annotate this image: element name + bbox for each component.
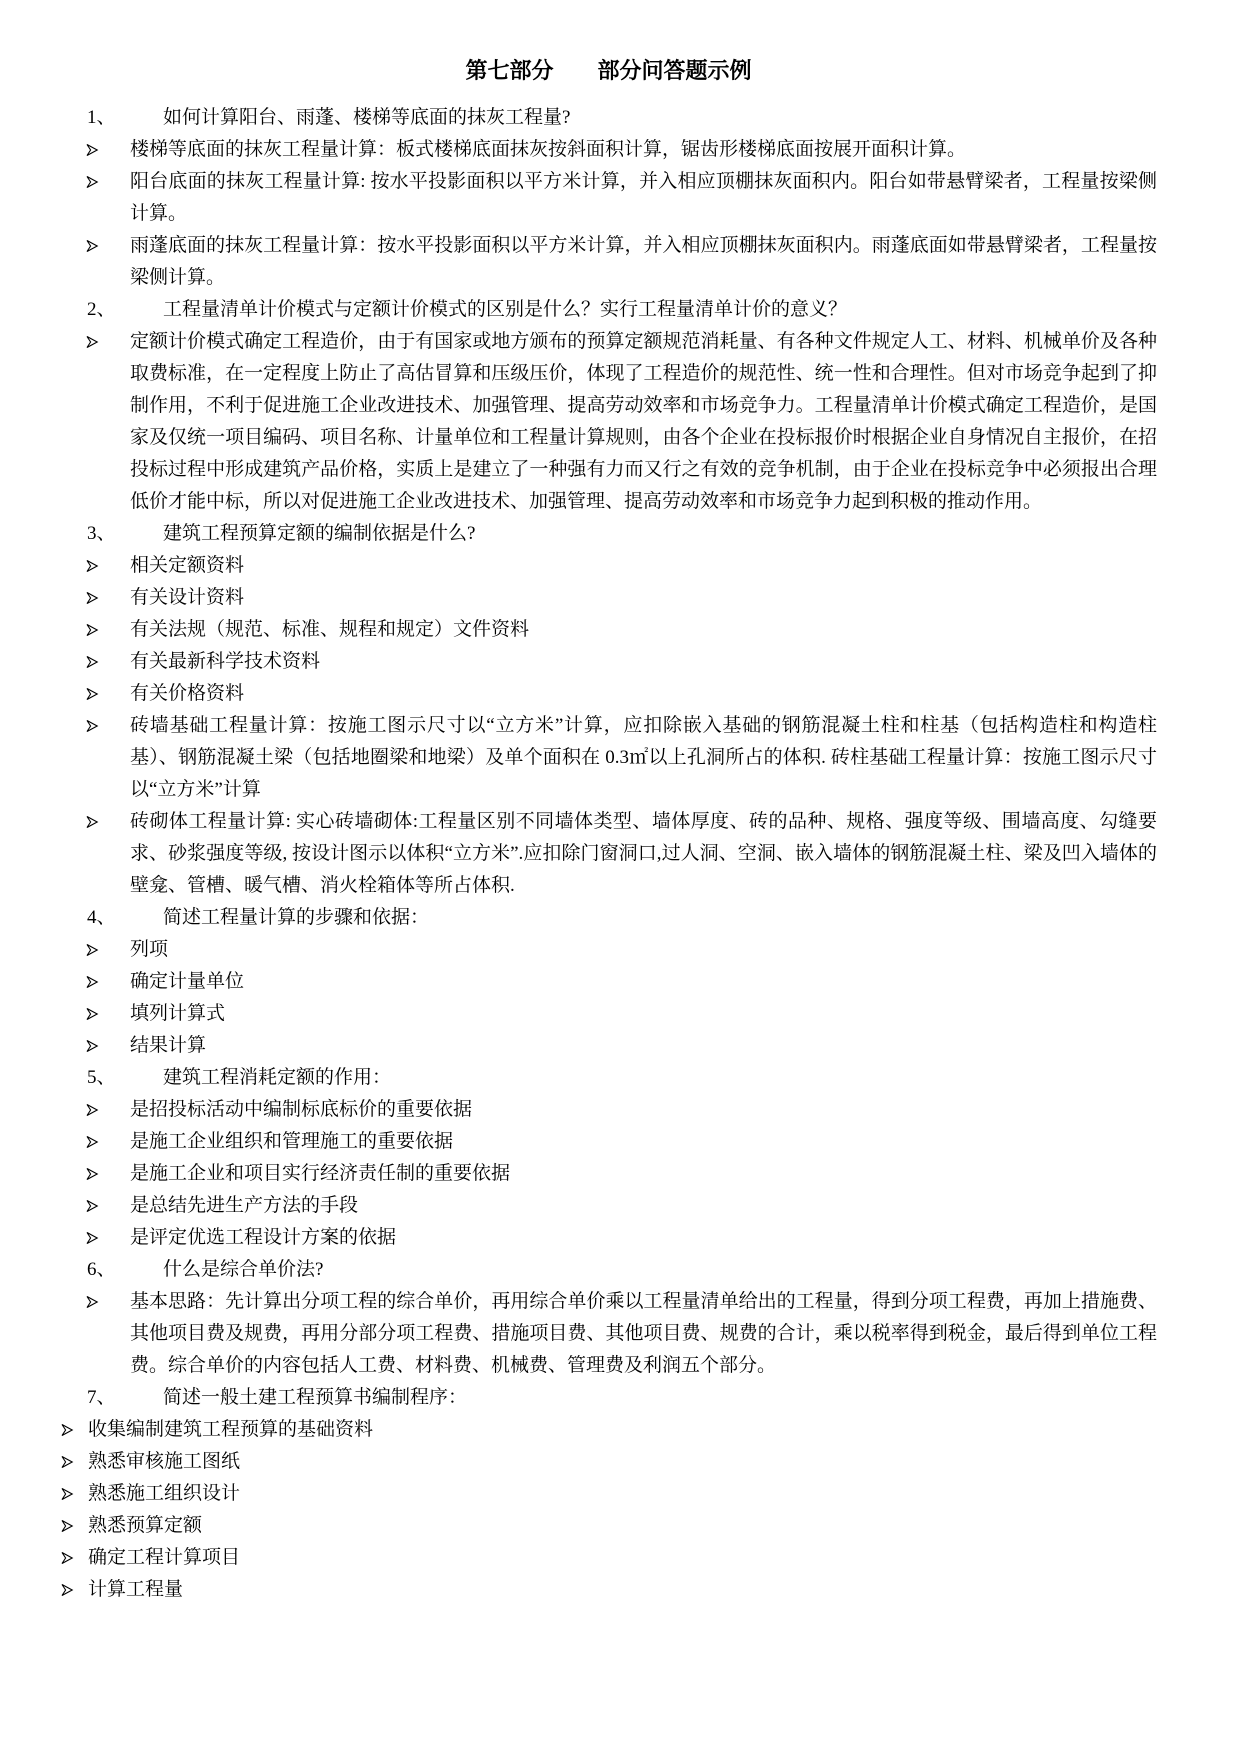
question-item — [60, 1382, 1157, 1414]
bullet-text: 砖砌体工程量计算: 实心砖墙砌体:工程量区别不同墙体类型、墙体厚度、砖的品种、规格、强度等级、围墙高度、勾缝要求、砂浆强度等级, 按设计图示以体积“立方米”.应扣除门窗洞口,过人洞、空洞、嵌入墙体的钢筋混凝土柱、梁及凹入墙体的壁龛、管槽、暖气槽、消火栓箱体等所占体积. — [130, 811, 1157, 896]
question-text: 简述一般土建工程预算书编制程序： — [163, 1387, 468, 1408]
bullet-text: 定额计价模式确定工程造价，由于有国家或地方颁布的预算定额规范消耗量、有各种文件规定人工、材料、机械单价及各种取费标准，在一定程度上防止了高估冒算和压级压价，体现了工程造价的规范性、统一性和合理性。但对市场竞争起到了抑制作用，不利于促进施工企业改进技术、加强管理、提高劳动效率和市场竞争力。工程量清单计价模式确定工程造价，是国家及仅统一项目编码、项目名称、计量单位和工程量计算规则，由各个企业在投标报价时根据企业自身情况自主报价，在招投标过程中形成建筑产品价格，实质上是建立了一种强有力而又行之有效的竞争机制，由于企业在投标竞争中必须报出合理低价才能中标，所以对促进施工企业改进技术、加强管理、提高劳动效率和市场竞争力起到积极的推动作用。 — [130, 331, 1157, 512]
bullet-item — [60, 1574, 1157, 1606]
document-body — [60, 102, 1157, 1606]
bullet-text: 有关最新科学技术资料 — [130, 651, 321, 672]
bullet-text: 熟悉施工组织设计 — [88, 1483, 241, 1504]
bullet-item — [60, 998, 1157, 1030]
bullet-text: 确定计量单位 — [130, 971, 245, 992]
bullet-text: 是招投标活动中编制标底标价的重要依据 — [130, 1099, 473, 1120]
question-item — [60, 1254, 1157, 1286]
bullet-item — [60, 934, 1157, 966]
arrowhead-right-icon — [60, 1487, 74, 1501]
arrowhead-right-icon — [85, 815, 99, 829]
bullet-text: 雨蓬底面的抹灰工程量计算：按水平投影面积以平方米计算，并入相应顶棚抹灰面积内。雨蓬底面如带悬臂梁者，工程量按梁侧计算。 — [130, 235, 1157, 288]
bullet-text: 熟悉审核施工图纸 — [88, 1451, 241, 1472]
bullet-text: 相关定额资料 — [130, 555, 245, 576]
bullet-item — [60, 1222, 1157, 1254]
bullet-item — [60, 1094, 1157, 1126]
bullet-text: 收集编制建筑工程预算的基础资料 — [88, 1419, 374, 1440]
bullet-text: 填列计算式 — [130, 1003, 226, 1024]
question-number: 4、 — [87, 907, 116, 928]
page-title: 第七部分 部分问答题示例 — [465, 58, 752, 83]
question-item — [60, 518, 1157, 550]
arrowhead-right-icon — [85, 335, 99, 349]
arrowhead-right-icon — [85, 655, 99, 669]
question-item — [60, 902, 1157, 934]
arrowhead-right-icon — [85, 623, 99, 637]
bullet-item — [60, 1542, 1157, 1574]
bullet-text: 是评定优选工程设计方案的依据 — [130, 1227, 397, 1248]
bullet-text: 阳台底面的抹灰工程量计算: 按水平投影面积以平方米计算，并入相应顶棚抹灰面积内。阳台如带悬臂梁者，工程量按梁侧计算。 — [130, 171, 1157, 224]
bullet-item — [60, 1158, 1157, 1190]
arrowhead-right-icon — [85, 943, 99, 957]
question-number: 3、 — [87, 523, 116, 544]
arrowhead-right-icon — [60, 1551, 74, 1565]
arrowhead-right-icon — [60, 1583, 74, 1597]
bullet-item — [60, 1446, 1157, 1478]
question-text: 工程量清单计价模式与定额计价模式的区别是什么？实行工程量清单计价的意义？ — [163, 299, 848, 320]
arrowhead-right-icon — [60, 1455, 74, 1469]
bullet-item — [60, 710, 1157, 806]
bullet-item — [60, 966, 1157, 998]
arrowhead-right-icon — [60, 1519, 74, 1533]
bullet-item — [60, 1286, 1157, 1382]
arrowhead-right-icon — [85, 687, 99, 701]
question-text: 什么是综合单价法? — [163, 1259, 324, 1280]
arrowhead-right-icon — [85, 239, 99, 253]
bullet-text: 是施工企业和项目实行经济责任制的重要依据 — [130, 1163, 511, 1184]
bullet-text: 熟悉预算定额 — [88, 1515, 203, 1536]
bullet-text: 是总结先进生产方法的手段 — [130, 1195, 359, 1216]
question-number: 6、 — [87, 1259, 116, 1280]
bullet-item — [60, 1510, 1157, 1542]
bullet-item — [60, 614, 1157, 646]
arrowhead-right-icon — [85, 1103, 99, 1117]
arrowhead-right-icon — [85, 1039, 99, 1053]
question-number: 5、 — [87, 1067, 116, 1088]
arrowhead-right-icon — [85, 1231, 99, 1245]
question-item — [60, 1062, 1157, 1094]
arrowhead-right-icon — [85, 175, 99, 189]
bullet-item — [60, 326, 1157, 518]
bullet-text: 楼梯等底面的抹灰工程量计算：板式楼梯底面抹灰按斜面积计算，锯齿形楼梯底面按展开面积计算。 — [130, 139, 967, 160]
question-number: 1、 — [87, 107, 116, 128]
bullet-item — [60, 806, 1157, 902]
bullet-text: 有关法规（规范、标准、规程和规定）文件资料 — [130, 619, 530, 640]
bullet-text: 有关价格资料 — [130, 683, 245, 704]
bullet-item — [60, 582, 1157, 614]
bullet-text: 砖墙基础工程量计算：按施工图示尺寸以“立方米”计算，应扣除嵌入基础的钢筋混凝土柱和柱基（包括构造柱和构造柱基）、钢筋混凝土梁（包括地圈梁和地梁）及单个面积在 0.3㎡以上孔洞所占的体积. 砖柱基础工程量计算：按施工图示尺寸以“立方米”计算 — [130, 715, 1157, 800]
bullet-item — [60, 1126, 1157, 1158]
question-item — [60, 294, 1157, 326]
arrowhead-right-icon — [85, 719, 99, 733]
arrowhead-right-icon — [60, 1423, 74, 1437]
bullet-text: 计算工程量 — [88, 1579, 184, 1600]
arrowhead-right-icon — [85, 559, 99, 573]
arrowhead-right-icon — [85, 1199, 99, 1213]
arrowhead-right-icon — [85, 591, 99, 605]
question-text: 简述工程量计算的步骤和依据： — [163, 907, 430, 928]
arrowhead-right-icon — [85, 1007, 99, 1021]
bullet-item — [60, 134, 1157, 166]
question-text: 建筑工程预算定额的编制依据是什么? — [163, 523, 476, 544]
arrowhead-right-icon — [85, 975, 99, 989]
bullet-text: 结果计算 — [130, 1035, 207, 1056]
bullet-item — [60, 646, 1157, 678]
bullet-item — [60, 678, 1157, 710]
bullet-item — [60, 166, 1157, 230]
bullet-item — [60, 1478, 1157, 1510]
arrowhead-right-icon — [85, 1295, 99, 1309]
question-text: 建筑工程消耗定额的作用： — [163, 1067, 392, 1088]
bullet-text: 基本思路：先计算出分项工程的综合单价，再用综合单价乘以工程量清单给出的工程量，得到分项工程费，再加上措施费、其他项目费及规费，再用分部分项工程费、措施项目费、其他项目费、规费的合计，乘以税率得到税金，最后得到单位工程费。综合单价的内容包括人工费、材料费、机械费、管理费及利润五个部分。 — [130, 1291, 1157, 1376]
question-number: 7、 — [87, 1387, 116, 1408]
bullet-item — [60, 1414, 1157, 1446]
question-item — [60, 102, 1157, 134]
question-number: 2、 — [87, 299, 116, 320]
arrowhead-right-icon — [85, 1135, 99, 1149]
arrowhead-right-icon — [85, 1167, 99, 1181]
bullet-text: 列项 — [130, 939, 169, 960]
bullet-item — [60, 550, 1157, 582]
bullet-text: 是施工企业组织和管理施工的重要依据 — [130, 1131, 454, 1152]
arrowhead-right-icon — [85, 143, 99, 157]
bullet-item — [60, 1190, 1157, 1222]
question-text: 如何计算阳台、雨蓬、楼梯等底面的抹灰工程量? — [163, 107, 571, 128]
bullet-text: 有关设计资料 — [130, 587, 245, 608]
bullet-text: 确定工程计算项目 — [88, 1547, 241, 1568]
bullet-item — [60, 1030, 1157, 1062]
bullet-item — [60, 230, 1157, 294]
